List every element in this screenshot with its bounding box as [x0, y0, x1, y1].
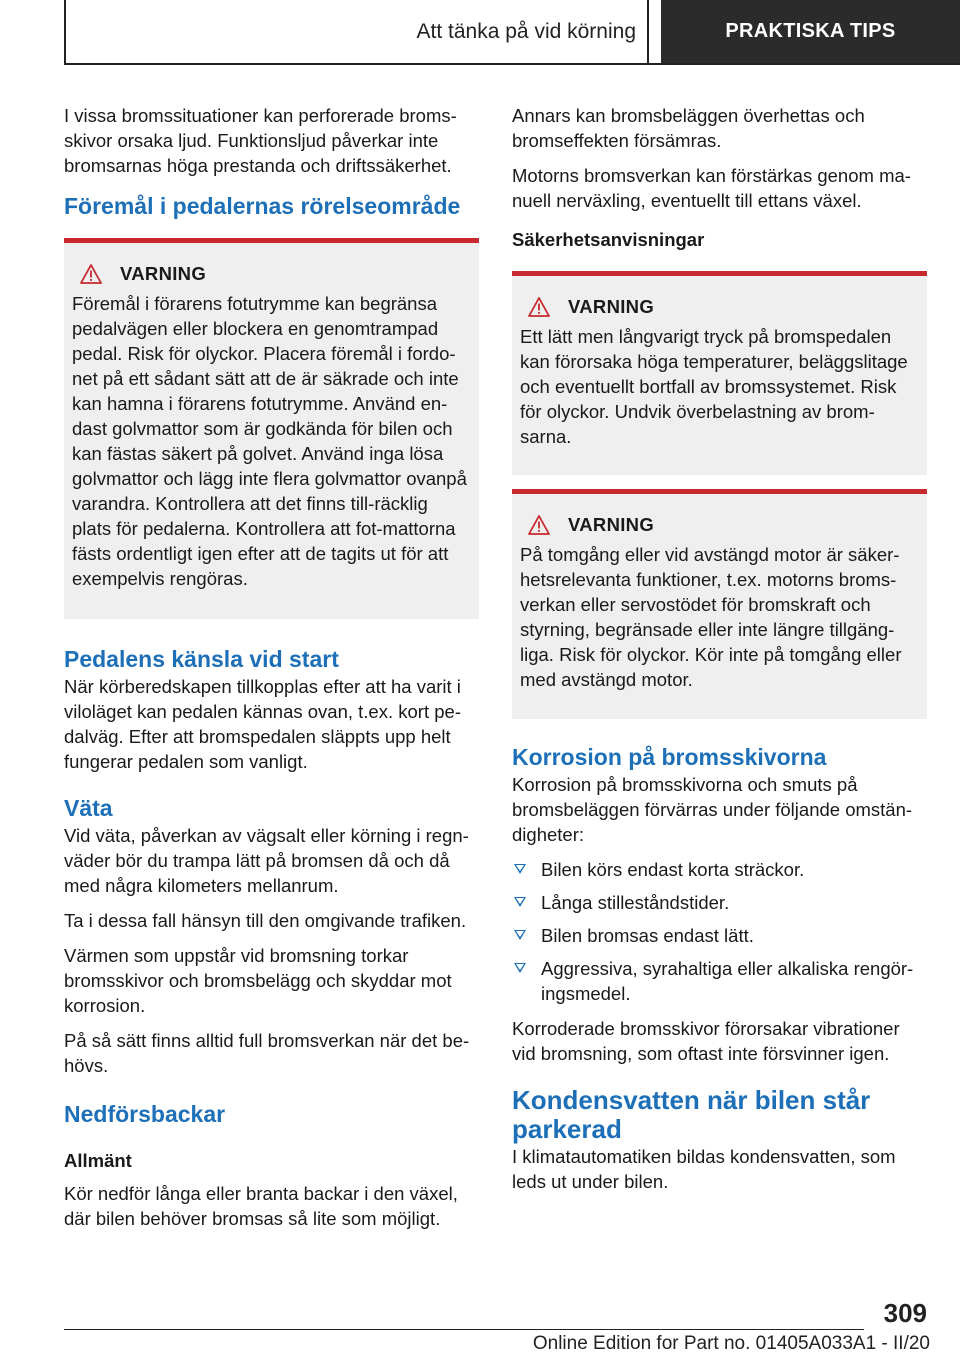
- header-separator: [647, 0, 649, 65]
- right-column: [512, 103, 927, 1204]
- warning-box-overbelastning: [512, 271, 927, 475]
- bullet-triangle-icon: [514, 963, 526, 973]
- page-number: 309: [883, 1298, 927, 1328]
- bullet-triangle-icon: [514, 897, 526, 907]
- header-chapter-tab: PRAKTISKA TIPS: [661, 0, 960, 63]
- paragraph-motorbroms: Motorns bromsverkan kan förstärkas genom ma-nuell nerväxling, eventuellt till ettans växel.: [512, 165, 911, 211]
- warning-box-tomgang: [512, 489, 927, 719]
- warning-title-row: [528, 514, 919, 536]
- warning-text: Föremål i förarens fotutrymme kan begränsa pedalvägen eller blockera en genomtrampad pedal. Risk för olyckor. Placera föremål i fordo-net på ett sådant sätt att de är säkrade och inte kan hamna i förarens fotutrymme. Använd en-dast golvmattor som är godkända för bilen och kan fästas säkert på golvet. Använd inga lösa golvmattor och lägg inte flera golvmattor ovanpå varandra. Kontrollera att det finns till-räcklig plats för pedalerna. Kontrollera att fot-mattorna fästs ordentligt igen efter att de tagits ut för att exempelvis rengöras.: [72, 293, 467, 589]
- paragraph-vata-2: Ta i dessa fall hänsyn till den omgivande trafiken.: [64, 910, 467, 931]
- footer-rule: [64, 1329, 864, 1330]
- paragraph-korrosion: Korrosion på bromsskivorna och smuts på bromsbeläggen förvärras under följande omstän-digheter:: [512, 774, 913, 845]
- left-column: [64, 103, 479, 1241]
- paragraph-overhettas: Annars kan bromsbeläggen överhettas och bromseffekten försämras.: [512, 105, 865, 151]
- bullet-triangle-icon: [514, 864, 526, 874]
- list-item: Bilen körs endast korta sträckor.: [512, 857, 927, 882]
- heading-kondensvatten: Kondensvatten när bilen står parkerad: [512, 1085, 871, 1144]
- paragraph-vata-1: Vid väta, påverkan av vägsalt eller körning i regn-väder bör du trampa lätt på bromsen då och då med några kilometers mellanrum.: [64, 825, 469, 896]
- bullet-list-korrosion: [512, 857, 927, 1006]
- warning-triangle-icon: [528, 515, 550, 535]
- heading-foremal: Föremål i pedalernas rörelseområde: [64, 193, 461, 219]
- warning-title: VARNING: [568, 296, 655, 317]
- intro-paragraph: I vissa bromssituationer kan perforerade broms-skivor orsaka ljud. Funktionsljud påverkar inte bromsarnas höga prestanda och driftssäkerhet.: [64, 105, 457, 176]
- paragraph-korroderade: Korroderade bromsskivor förorsakar vibrationer vid bromsning, som oftast inte försvinner igen.: [512, 1018, 900, 1064]
- paragraph-vata-4: På så sätt finns alltid full bromsverkan när det be-hövs.: [64, 1030, 470, 1076]
- heading-korrosion: Korrosion på bromsskivorna: [512, 744, 827, 770]
- warning-triangle-icon: [528, 297, 550, 317]
- subheading-sakerhetsanvisningar: Säkerhetsanvisningar: [512, 229, 705, 250]
- warning-triangle-icon: [80, 264, 102, 284]
- warning-title-row: [80, 263, 471, 285]
- header-bottom-rule: [64, 63, 960, 65]
- heading-vata: Väta: [64, 795, 113, 821]
- paragraph-nedforsbackar: Kör nedför långa eller branta backar i den växel, där bilen behöver bromsas så lite som möjligt.: [64, 1183, 458, 1229]
- warning-text: Ett lätt men långvarigt tryck på bromspedalen kan förorsaka höga temperaturer, beläggslitage och eventuellt bortfall av bromssystemet. Risk för olyckor. Undvik överbelastning av brom-sarna.: [520, 326, 908, 447]
- list-item: Bilen bromsas endast lätt.: [512, 923, 927, 948]
- bullet-triangle-icon: [514, 930, 526, 940]
- warning-title: VARNING: [568, 514, 655, 535]
- warning-text: På tomgång eller vid avstängd motor är säker-hetsrelevanta funktioner, t.ex. motorns broms-verkan eller servostödet för bromskraft och styrning, begränsade eller inte längre tillgäng-liga. Risk för olyckor. Kör inte på tomgång eller med avstängd motor.: [520, 544, 902, 690]
- warning-title-row: [528, 296, 919, 318]
- subheading-allmant: Allmänt: [64, 1150, 132, 1171]
- header-section-title: Att tänka på vid körning: [416, 19, 636, 43]
- list-item: Aggressiva, syrahaltiga eller alkaliska rengör-ingsmedel.: [512, 956, 927, 1006]
- paragraph-vata-3: Värmen som uppstår vid bromsning torkar bromsskivor och bromsbelägg och skyddar mot korrosion.: [64, 945, 452, 1016]
- heading-pedalens: Pedalens känsla vid start: [64, 646, 339, 672]
- list-item: Långa stilleståndstider.: [512, 890, 927, 915]
- footer-edition: Online Edition for Part no. 01405A033A1 - II/20: [532, 1333, 930, 1354]
- paragraph-pedalens: När körberedskapen tillkopplas efter att ha varit i viloläget kan pedalen kännas ovan, t.ex. kort pe-dalväg. Efter att bromspedalen släppts upp helt fungerar pedalen som vanligt.: [64, 676, 461, 772]
- paragraph-kondensvatten: I klimatautomatiken bildas kondensvatten, som leds ut under bilen.: [512, 1146, 896, 1192]
- heading-nedforsbackar: Nedförsbackar: [64, 1101, 226, 1127]
- warning-title: VARNING: [120, 263, 207, 284]
- warning-box-foremal: [64, 238, 479, 619]
